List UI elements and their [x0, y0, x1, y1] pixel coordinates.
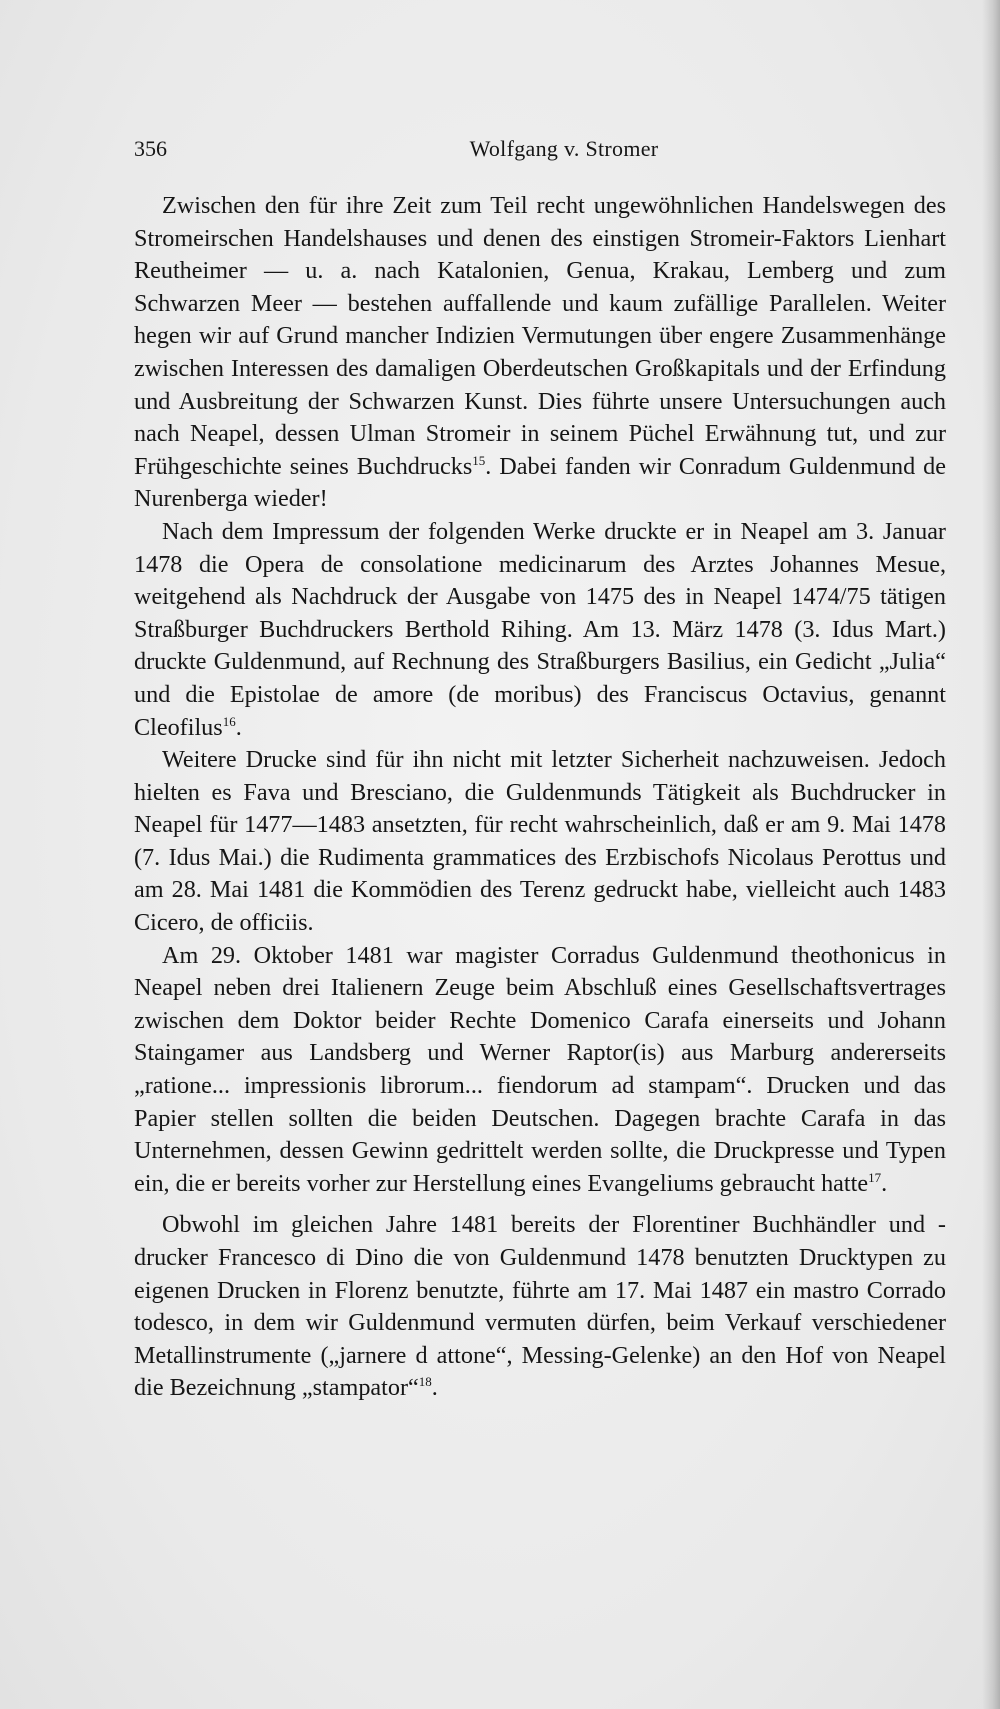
paragraph [134, 940, 946, 1201]
paragraph-tail: . [235, 713, 242, 741]
paragraph [134, 190, 946, 516]
paragraph-tail: . Dabei fanden wir Conradum Guldenmund de Nurenberga wieder! [134, 452, 946, 513]
body-text [134, 190, 946, 1405]
paragraph [134, 1209, 946, 1405]
page-edge-shadow [982, 0, 1000, 1709]
page-header [134, 132, 946, 166]
paragraph [134, 516, 946, 744]
paragraph-text: Zwischen den für ihre Zeit zum Teil recht ungewöhnlichen Handelswegen des Stromeirschen Handelshauses und denen des einstigen Stromeir-Faktors Lienhart Reutheimer — u. a. nach Katalonien, Genua, Krakau, Lemberg und zum Schwarzen Meer — bestehen auffallende und kaum zufällige Parallelen. Weiter hegen wir auf Grund mancher Indizien Vermutungen über engere Zusammenhänge zwischen Interessen des damaligen Oberdeutschen Großkapitals und der Erfindung und Ausbreitung der Schwarzen Kunst. Dies führte unsere Untersuchungen auch nach Neapel, dessen Ulman Stromeir in seinem Püchel Erwähnung tut, und zur Frühgeschichte seines Buchdrucks [134, 192, 946, 480]
paragraph-text: Weitere Drucke sind für ihn nicht mit letzter Sicherheit nachzuweisen. Jedoch hielten es Fava und Bresciano, die Guldenmunds Tätigkeit als Buchdrucker in Neapel für 1477—1483 ansetzten, für recht wahrscheinlich, daß er am 9. Mai 1478 (7. Idus Mai.) die Rudimenta grammatices des Erzbischofs Nicolaus Perottus und am 28. Mai 1481 die Kommödien des Terenz gedruckt habe, vielleicht auch 1483 Cicero, de officiis. [134, 746, 946, 937]
page-number: 356 [134, 136, 167, 161]
running-head: Wolfgang v. Stromer [469, 136, 659, 161]
footnote-marker: 16 [222, 713, 236, 729]
paragraph-tail: . [431, 1374, 438, 1402]
paragraph-text: Obwohl im gleichen Jahre 1481 bereits der Florentiner Buchhändler und -drucker Francesco di Dino die von Guldenmund 1478 benutzten Drucktypen zu eigenen Drucken in Florenz benutzte, führte am 17. Mai 1487 ein mastro Corrado todesco, in dem wir Guldenmund vermuten dürfen, beim Verkauf verschiedener Metallinstrumente („jarnere d attone“, Messing-Gelenke) an den Hof von Neapel die Bezeichnung „stampator“ [134, 1211, 946, 1402]
footnote-marker: 15 [472, 452, 486, 468]
paragraph-tail: . [881, 1169, 888, 1197]
paragraph-text: Am 29. Oktober 1481 war magister Corradus Guldenmund theothonicus in Neapel neben drei Italienern Zeuge beim Abschluß eines Gesellschaftsvertrages zwischen dem Doktor beider Rechte Domenico Carafa einerseits und Johann Staingamer aus Landsberg und Werner Raptor(is) aus Marburg andererseits „ratione... impressionis librorum... fiendorum ad stampam“. Drucken und das Papier stellen sollten die beiden Deutschen. Dagegen brachte Carafa in das Unternehmen, dessen Gewinn gedrittelt werden sollte, die Druckpresse und Typen ein, die er bereits vorher zur Herstellung eines Evangeliums gebraucht hatte [134, 941, 946, 1197]
paragraph-text: Nach dem Impressum der folgenden Werke druckte er in Neapel am 3. Januar 1478 die Opera de consolatione medicinarum des Arztes Johannes Mesue, weitgehend als Nachdruck der Ausgabe von 1475 des in Neapel 1474/75 tätigen Straßburger Buchdruckers Berthold Rihing. Am 13. März 1478 (3. Idus Mart.) druckte Guldenmund, auf Rechnung des Straßburgers Basilius, ein Gedicht „Julia“ und die Epistolae de amore (de moribus) des Franciscus Octavius, genannt Cleofilus [134, 517, 946, 741]
paragraph [134, 744, 946, 940]
footnote-marker: 18 [418, 1374, 432, 1390]
footnote-marker: 17 [868, 1169, 882, 1185]
